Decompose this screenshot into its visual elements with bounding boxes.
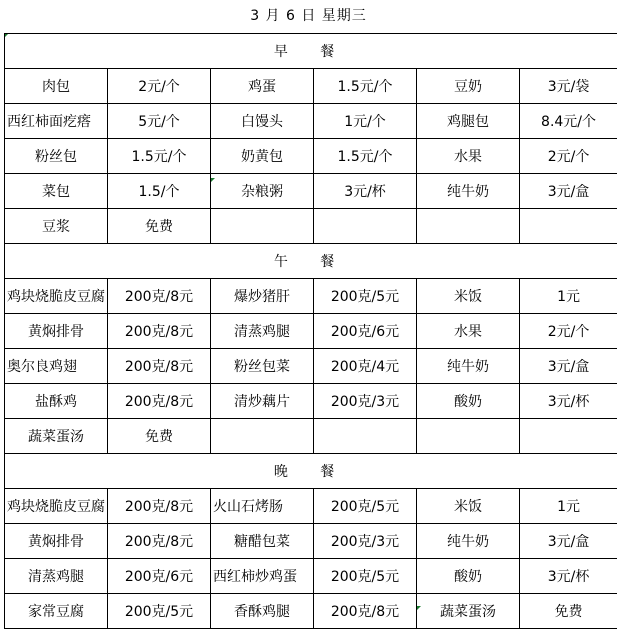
menu-row: [5, 314, 617, 349]
dish-name-cell: 香酥鸡腿: [211, 594, 314, 629]
dish-name-cell: 粉丝包: [5, 139, 108, 174]
price-cell: 免费: [108, 419, 211, 454]
price-cell: 3元/杯: [314, 174, 417, 209]
price-cell: 2元/个: [108, 69, 211, 104]
price-cell: 3元/杯: [520, 384, 617, 419]
price-cell: 1元/个: [314, 104, 417, 139]
menu-row: [5, 419, 617, 454]
dish-name-cell: 清蒸鸡腿: [211, 314, 314, 349]
price-cell: 1.5元/个: [108, 139, 211, 174]
menu-row: [5, 69, 617, 104]
price-cell: 1.5元/个: [314, 69, 417, 104]
dish-name-cell: [417, 209, 520, 244]
dish-name-cell: 西红柿炒鸡蛋: [211, 559, 314, 594]
page-title: 3 月 6 日 星期三: [250, 8, 367, 24]
menu-row: [5, 559, 617, 594]
dish-name-cell: 清蒸鸡腿: [5, 559, 108, 594]
menu-row: [5, 349, 617, 384]
dish-name-cell: 肉包: [5, 69, 108, 104]
section-header-row: [5, 454, 617, 489]
price-cell: 200克/6元: [314, 314, 417, 349]
dish-name-cell: 白馒头: [211, 104, 314, 139]
dish-name-cell: 爆炒猪肝: [211, 279, 314, 314]
dish-name-cell: [211, 419, 314, 454]
price-cell: 200克/5元: [314, 559, 417, 594]
price-cell: 200克/8元: [314, 594, 417, 629]
price-cell: 2元/个: [520, 314, 617, 349]
price-cell: [520, 209, 617, 244]
price-cell: 200克/4元: [314, 349, 417, 384]
dish-name-cell: 糖醋包菜: [211, 524, 314, 559]
price-cell: 1.5元/个: [314, 139, 417, 174]
price-cell: 200克/8元: [108, 524, 211, 559]
dish-name-cell: 水果: [417, 314, 520, 349]
dish-name-cell: 蔬菜蛋汤: [417, 594, 520, 629]
dish-name-cell: 蔬菜蛋汤: [5, 419, 108, 454]
dish-name-cell: 奥尔良鸡翅: [5, 349, 108, 384]
dish-name-cell: 粉丝包菜: [211, 349, 314, 384]
dish-name-cell: 盐酥鸡: [5, 384, 108, 419]
price-cell: 3元/盒: [520, 524, 617, 559]
dish-name-cell: 酸奶: [417, 559, 520, 594]
price-cell: 200克/3元: [314, 524, 417, 559]
dish-name-cell: 鸡块烧脆皮豆腐: [5, 279, 108, 314]
dish-name-cell: 米饭: [417, 489, 520, 524]
price-cell: 3元/袋: [520, 69, 617, 104]
section-header-row: [5, 244, 617, 279]
price-cell: 200克/8元: [108, 489, 211, 524]
dish-name-cell: 奶黄包: [211, 139, 314, 174]
price-cell: 200克/8元: [108, 314, 211, 349]
dish-name-cell: 黄焖排骨: [5, 524, 108, 559]
dish-name-cell: 鸡蛋: [211, 69, 314, 104]
dish-name-cell: 米饭: [417, 279, 520, 314]
section-title: 午 餐: [5, 244, 617, 279]
dish-name-cell: 纯牛奶: [417, 349, 520, 384]
dish-name-cell: 豆奶: [417, 69, 520, 104]
price-cell: [520, 419, 617, 454]
price-cell: 免费: [108, 209, 211, 244]
price-cell: 1元: [520, 279, 617, 314]
dish-name-cell: 鸡腿包: [417, 104, 520, 139]
dish-name-cell: 鸡块烧脆皮豆腐: [5, 489, 108, 524]
section-header-row: [5, 34, 617, 69]
menu-row: [5, 594, 617, 629]
price-cell: 200克/6元: [108, 559, 211, 594]
dish-name-cell: 纯牛奶: [417, 524, 520, 559]
price-cell: [314, 209, 417, 244]
price-cell: 200克/8元: [108, 279, 211, 314]
menu-row: [5, 209, 617, 244]
dish-name-cell: 清炒藕片: [211, 384, 314, 419]
dish-name-cell: 杂粮粥: [211, 174, 314, 209]
section-title: 晚 餐: [5, 454, 617, 489]
price-cell: 200克/3元: [314, 384, 417, 419]
dish-name-cell: [211, 209, 314, 244]
menu-table: [4, 33, 617, 629]
menu-row: [5, 139, 617, 174]
dish-name-cell: 菜包: [5, 174, 108, 209]
dish-name-cell: 西红柿面疙瘩: [5, 104, 108, 139]
price-cell: 200克/8元: [108, 349, 211, 384]
dish-name-cell: 黄焖排骨: [5, 314, 108, 349]
price-cell: 3元/盒: [520, 349, 617, 384]
price-cell: 200克/5元: [314, 279, 417, 314]
dish-name-cell: 纯牛奶: [417, 174, 520, 209]
dish-name-cell: [417, 419, 520, 454]
price-cell: 1.5/个: [108, 174, 211, 209]
menu-row: [5, 174, 617, 209]
price-cell: 5元/个: [108, 104, 211, 139]
price-cell: 免费: [520, 594, 617, 629]
section-title: 早 餐: [5, 34, 617, 69]
price-cell: 200克/5元: [314, 489, 417, 524]
menu-row: [5, 279, 617, 314]
menu-row: [5, 524, 617, 559]
price-cell: 3元/盒: [520, 174, 617, 209]
price-cell: 200克/8元: [108, 384, 211, 419]
price-cell: 8.4元/个: [520, 104, 617, 139]
menu-row: [5, 489, 617, 524]
menu-row: [5, 384, 617, 419]
price-cell: 3元/杯: [520, 559, 617, 594]
price-cell: 1元: [520, 489, 617, 524]
price-cell: 200克/5元: [108, 594, 211, 629]
price-cell: 2元/个: [520, 139, 617, 174]
dish-name-cell: 家常豆腐: [5, 594, 108, 629]
dish-name-cell: 水果: [417, 139, 520, 174]
dish-name-cell: 火山石烤肠: [211, 489, 314, 524]
price-cell: [314, 419, 417, 454]
dish-name-cell: 酸奶: [417, 384, 520, 419]
menu-row: [5, 104, 617, 139]
dish-name-cell: 豆浆: [5, 209, 108, 244]
